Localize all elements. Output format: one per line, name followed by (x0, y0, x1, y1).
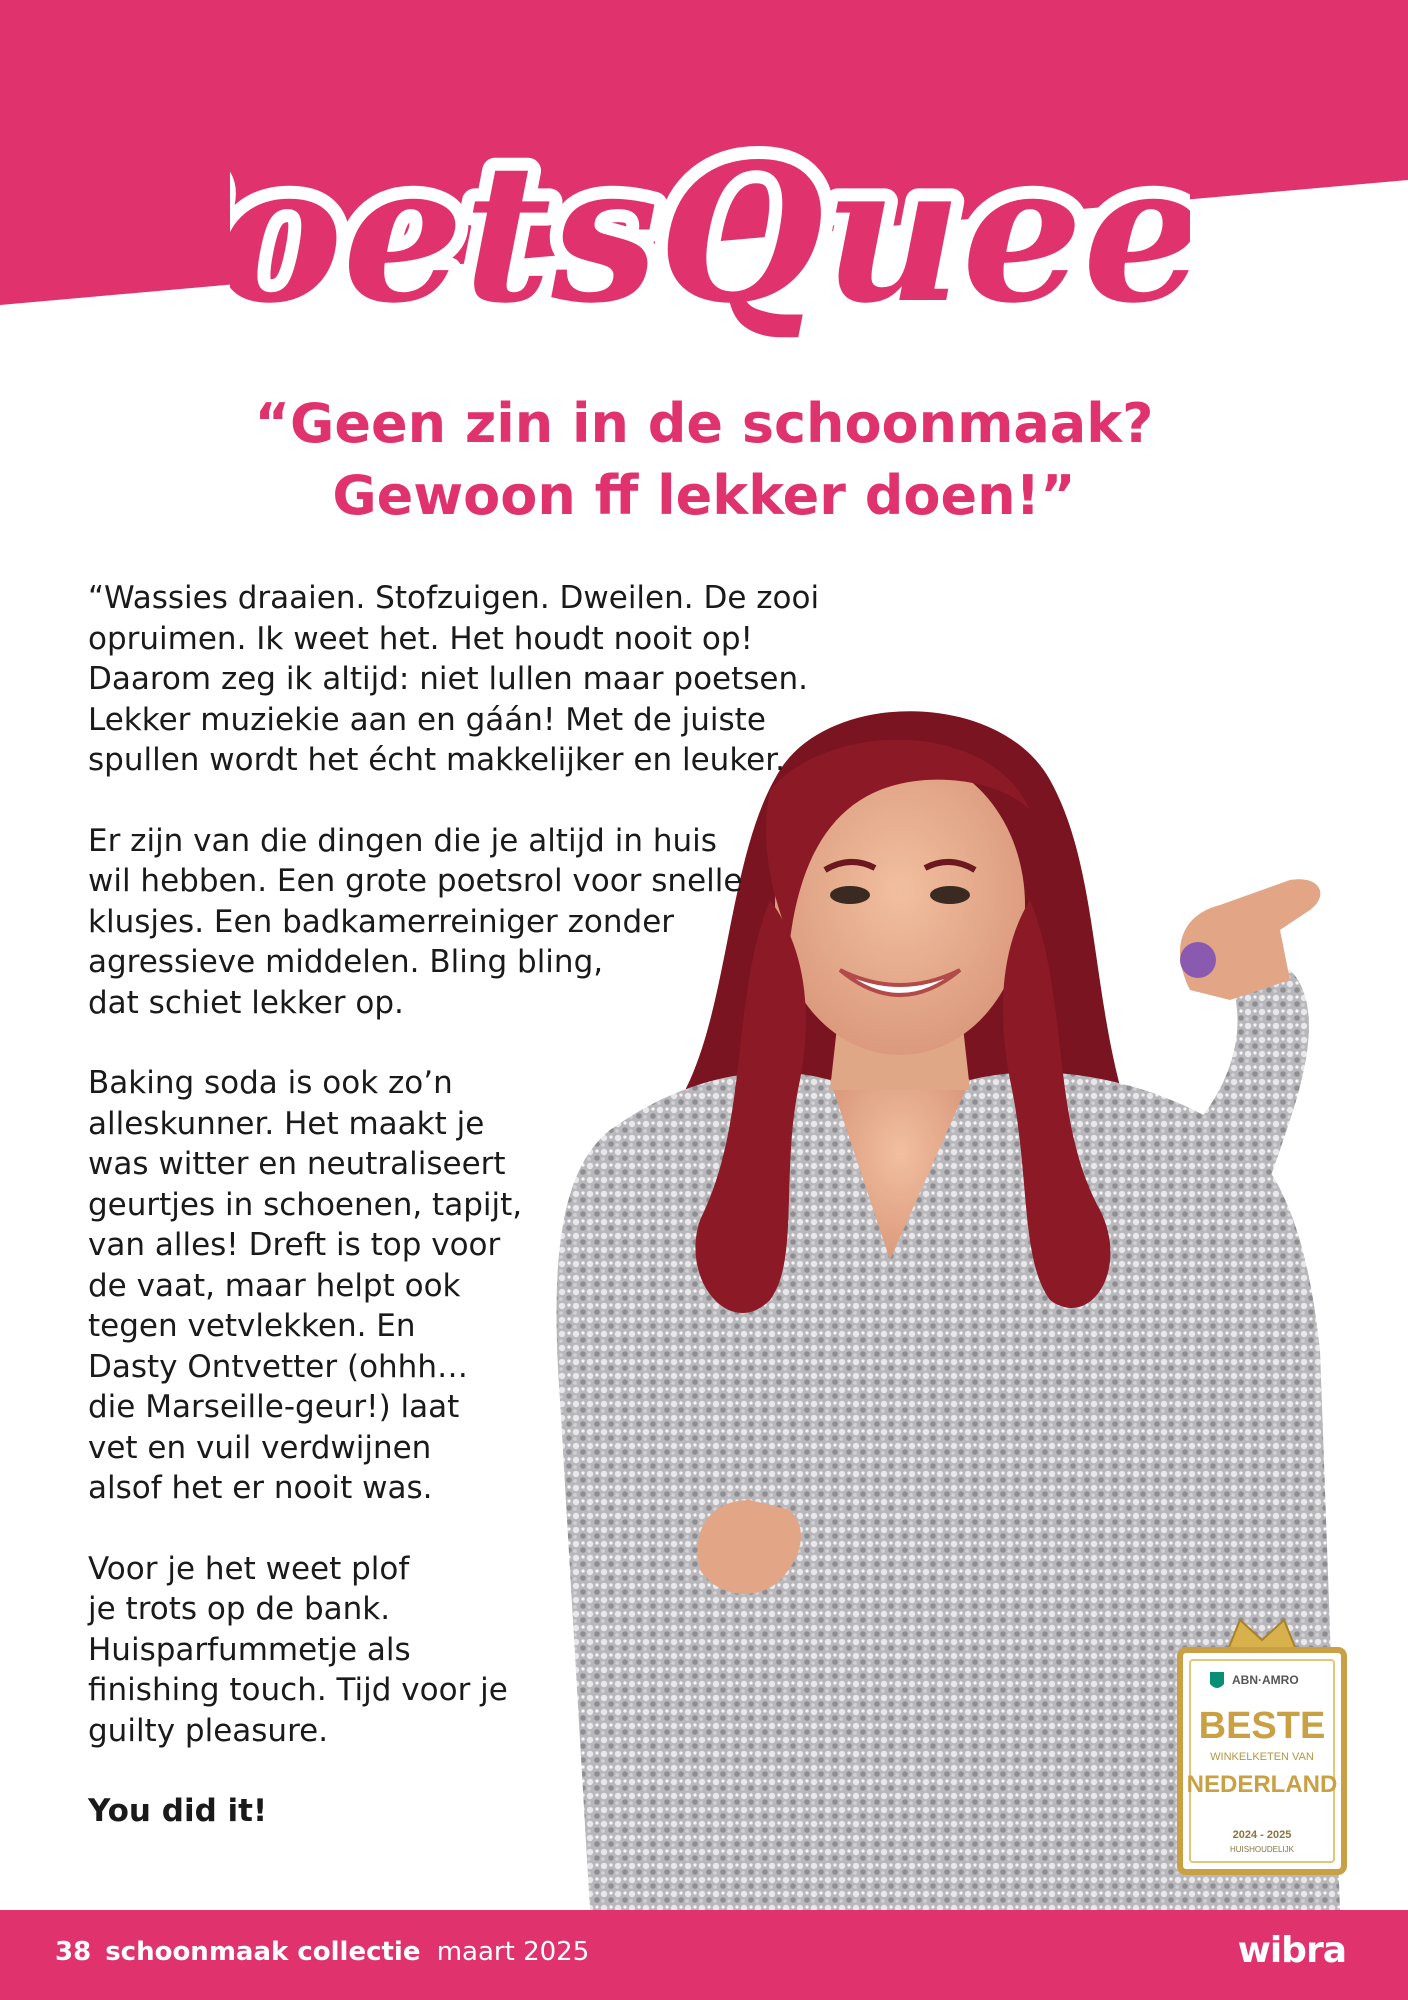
headline-line-2: Gewoon ff lekker doen!” (332, 464, 1076, 527)
text-line: Baking soda is ook zo’n (88, 1065, 453, 1101)
badge-category: HUISHOUDELIJK (1229, 1845, 1295, 1854)
brand-logo: wibra (1237, 1930, 1346, 1971)
text-line: alsof het er nooit was. (88, 1470, 433, 1506)
text-line: Lekker muziekie aan en gáán! Met de juiste (88, 701, 766, 738)
text-line: je trots op de bank. (88, 1591, 391, 1627)
text-line: was witter en neutraliseert (88, 1146, 506, 1182)
badge-bank: ABN·AMRO (1232, 1673, 1299, 1687)
edition-date: maart 2025 (436, 1937, 590, 1967)
text-line: opruimen. Ik weet het. Het houdt nooit op! (88, 620, 753, 657)
text-line: dat schiet lekker op. (88, 984, 404, 1021)
text-line: finishing touch. Tijd voor je (88, 1672, 508, 1708)
badge-line-3: NEDERLAND (1186, 1771, 1338, 1798)
text-line: klusjes. Een badkamerreiniger zonder (88, 903, 675, 940)
badge-years: 2024 - 2025 (1232, 1829, 1292, 1841)
text-line: alleskunner. Het maakt je (88, 1105, 485, 1142)
article-body (88, 578, 908, 1832)
text-line: Er zijn van die dingen die je altijd in huis (88, 822, 717, 859)
article-paragraph-1 (88, 578, 908, 781)
text-line: agressieve middelen. Bling bling, (88, 944, 604, 980)
logo-outline: etsQue (342, 122, 1083, 345)
article-paragraph-4 (88, 1549, 908, 1752)
text-line: Daarom zeg ik altijd: niet lullen maar poetsen. (88, 661, 808, 697)
poetsqueen-logo (230, 110, 1190, 370)
text-line: guilty pleasure. (88, 1712, 329, 1749)
text-line: wil hebben. Een grote poetsrol voor snelle (88, 863, 743, 899)
text-line: Dasty Ontvetter (ohhh… (88, 1348, 468, 1385)
text-line: “Wassies draaien. Stofzuigen. Dweilen. De zooi (88, 580, 820, 616)
badge-line-2: WINKELKETEN VAN (1210, 1751, 1314, 1763)
award-badge (1172, 1610, 1352, 1880)
text-line: tegen vetvlekken. En (88, 1308, 416, 1344)
footer-info (55, 1937, 589, 1967)
text-line: de vaat, maar helpt ook (88, 1267, 461, 1304)
text-line: van alles! Dreft is top voor (88, 1227, 501, 1263)
headline-line-1: “Geen zin in de schoonmaak? (254, 392, 1154, 455)
headline (150, 388, 1258, 532)
page-number: 38 (55, 1937, 92, 1967)
text-line: Huisparfummetje als (88, 1631, 411, 1668)
badge-line-1: BESTE (1198, 1705, 1326, 1747)
text-line: spullen wordt het écht makkelijker en leuker. (88, 742, 785, 778)
article-paragraph-2 (88, 821, 908, 1024)
closing-line: You did it! (88, 1793, 268, 1829)
text-line: die Marseille-geur!) laat (88, 1389, 460, 1425)
logo-text: etsQue (342, 122, 1083, 345)
text-line: vet en vuil verdwijnen (88, 1429, 432, 1466)
shield-icon (1210, 1672, 1224, 1688)
article-paragraph-3 (88, 1063, 908, 1509)
text-line: geurtjes in schoenen, tapijt, (88, 1186, 523, 1223)
text-line: Voor je het weet plof (88, 1550, 410, 1587)
collection-title: schoonmaak collectie (105, 1937, 421, 1967)
